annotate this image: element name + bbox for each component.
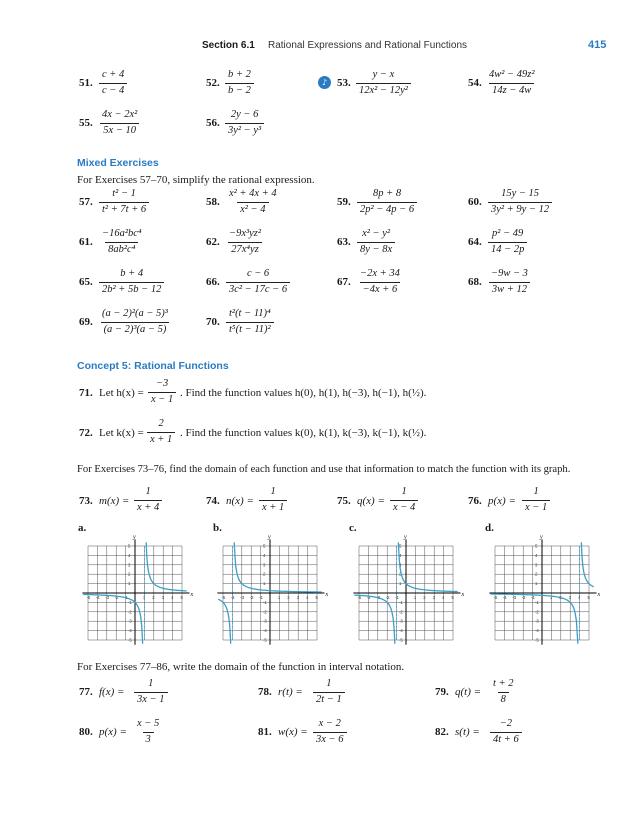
exercise-number: 56. xyxy=(206,117,220,129)
graph-b xyxy=(215,532,329,650)
fraction: $\frac{15y - 15}{\text{3y² + 9y − 12}}$ xyxy=(488,189,552,215)
fraction: $\frac{b + 2}{b - 2}$ xyxy=(225,70,254,96)
fraction: $\frac{-2}{4t + 6}$ xyxy=(490,719,522,745)
y-tick-label: 1 xyxy=(263,581,266,587)
y-tick-label: -1 xyxy=(128,599,132,605)
fraction: $\frac{1}{x + 4}$ xyxy=(134,487,162,513)
y-tick-label: -4 xyxy=(128,628,132,634)
exercise-number: 81. xyxy=(258,726,272,738)
function-lhs: q(x) = xyxy=(357,495,385,507)
x-tick-label: -2 xyxy=(385,595,390,600)
x-axis-label: x xyxy=(325,592,329,598)
y-tick-label: 5 xyxy=(128,543,131,549)
graph-d xyxy=(487,532,601,650)
function-lhs: w(x) = xyxy=(278,726,308,738)
exercise-number: 74. xyxy=(206,495,220,507)
mixed-intro: For Exercises 57–70, simplify the rational expression. xyxy=(77,174,315,186)
exercise-number: 55. xyxy=(79,117,93,129)
y-tick-label: 4 xyxy=(128,552,131,558)
y-tick-label: 2 xyxy=(263,571,266,577)
fraction: $\frac{1}{x + 1}$ xyxy=(259,487,287,513)
x-tick-label: 2 xyxy=(559,595,562,600)
graph-label: c. xyxy=(349,522,357,534)
fraction: $\frac{\text{−9x³yz²}}{\text{27x⁴yz}}$ xyxy=(229,228,262,255)
function-lhs: m(x) = xyxy=(99,495,130,507)
fraction: $\frac{\text{(a − 2)²(a − 5)³}}{\text{(a − 2)³(a − 5)}}$ xyxy=(102,308,168,335)
audio-icon[interactable]: ♪ xyxy=(318,76,331,89)
exercise-number: 71. xyxy=(79,387,93,399)
function-curve xyxy=(83,594,142,643)
exercise-number: 69. xyxy=(79,316,93,328)
function-curve xyxy=(234,542,322,592)
domain-intro: For Exercises 77–86, write the domain of the function in interval notation. xyxy=(77,661,405,673)
y-tick-label: -5 xyxy=(399,637,403,643)
y-tick-label: -1 xyxy=(263,599,267,605)
x-tick-label: -4 xyxy=(95,595,100,600)
graph-label: d. xyxy=(485,522,494,534)
y-tick-label: -5 xyxy=(263,637,267,643)
function-lhs: r(t) = xyxy=(278,686,303,698)
y-tick-label: -2 xyxy=(535,609,539,615)
fraction: $\frac{-3}{x - 1}$ xyxy=(148,379,176,405)
y-tick-label: 3 xyxy=(263,562,266,568)
y-tick-label: -3 xyxy=(128,618,132,624)
x-tick-label: -1 xyxy=(259,595,263,600)
function-lhs: f(x) = xyxy=(99,686,125,698)
fraction: $\frac{1}{x - 1}$ xyxy=(522,487,550,513)
x-tick-label: 5 xyxy=(587,595,590,600)
function-lhs: p(x) = xyxy=(488,495,516,507)
exercise-number: 64. xyxy=(468,236,482,248)
y-tick-label: -5 xyxy=(535,637,539,643)
x-tick-label: 3 xyxy=(568,595,572,600)
y-tick-label: 4 xyxy=(535,552,538,558)
exercise-number: 70. xyxy=(206,316,220,328)
x-tick-label: -5 xyxy=(221,595,226,600)
x-tick-label: 4 xyxy=(306,595,309,600)
x-tick-label: 4 xyxy=(578,595,581,600)
exercise-number: 62. xyxy=(206,236,220,248)
exercise-number: 65. xyxy=(79,276,93,288)
y-tick-label: -2 xyxy=(399,609,403,615)
y-tick-label: -5 xyxy=(128,637,132,643)
x-tick-label: 1 xyxy=(277,595,281,600)
exercise-number: 76. xyxy=(468,495,482,507)
x-tick-label: 4 xyxy=(171,595,174,600)
exercise-number: 60. xyxy=(468,196,482,208)
y-tick-label: -1 xyxy=(535,599,539,605)
graph-a xyxy=(80,532,194,650)
fraction: $\frac{c + 4}{c - 4}$ xyxy=(99,70,127,96)
fraction: $\frac{\text{4w² − 49z²}}{14z - 4w}$ xyxy=(489,69,535,96)
exercise-number: 77. xyxy=(79,686,93,698)
exercise-number: 75. xyxy=(337,495,351,507)
x-tick-label: 3 xyxy=(296,595,300,600)
fraction: $\frac{\text{4x − 2x²}}{5x - 10}$ xyxy=(102,109,138,136)
fraction: $\frac{2y - 6}{\text{3y² − y³}}$ xyxy=(225,110,264,136)
exercise-number: 68. xyxy=(468,276,482,288)
x-tick-label: -5 xyxy=(357,595,362,600)
fraction: $\frac{\text{−16a²bc⁴}}{\text{8ab²c⁴}}$ xyxy=(102,228,142,255)
ex71-lead: Let h(x) = xyxy=(99,387,144,399)
x-tick-label: 3 xyxy=(161,595,165,600)
y-axis-label: y xyxy=(268,534,271,541)
function-curve xyxy=(581,542,593,586)
fraction: $\frac{8p + 8}{\text{2p² − 4p − 6}}$ xyxy=(357,189,417,215)
y-tick-label: -4 xyxy=(263,628,267,634)
x-tick-label: -1 xyxy=(531,595,535,600)
ex71-text: . Find the function values h(0), h(1), h(−3), h(−1), h(½). xyxy=(180,387,427,399)
fraction: $\frac{1}{2t - 1}$ xyxy=(313,679,345,705)
fraction: $\frac{t + 2}{8}$ xyxy=(493,678,514,705)
x-tick-label: 1 xyxy=(549,595,553,600)
fraction: $\frac{c - 6}{\text{3c² − 17c − 6}}$ xyxy=(226,269,290,295)
exercise-number: 73. xyxy=(79,495,93,507)
ex72-text: . Find the function values k(0), k(1), k(−3), k(−1), k(½). xyxy=(180,427,427,439)
ex72-lead: Let k(x) = xyxy=(99,427,144,439)
x-axis-label: x xyxy=(597,592,601,598)
x-tick-label: -3 xyxy=(105,595,110,600)
x-tick-label: -2 xyxy=(249,595,254,600)
x-tick-label: -3 xyxy=(376,595,381,600)
mixed-exercises-heading: Mixed Exercises xyxy=(77,157,159,169)
exercise-number: 66. xyxy=(206,276,220,288)
y-tick-label: -3 xyxy=(399,618,403,624)
x-tick-label: -2 xyxy=(114,595,119,600)
y-tick-label: 5 xyxy=(263,543,266,549)
exercise-number: 51. xyxy=(79,77,93,89)
x-tick-label: -1 xyxy=(124,595,128,600)
exercise-number: 78. xyxy=(258,686,272,698)
y-tick-label: -1 xyxy=(399,599,403,605)
function-curve xyxy=(218,599,230,643)
function-lhs: p(x) = xyxy=(99,726,127,738)
y-axis-label: y xyxy=(540,534,543,541)
exercise-number: 57. xyxy=(79,196,93,208)
exercise-number: 79. xyxy=(435,686,449,698)
y-tick-label: -3 xyxy=(535,618,539,624)
x-tick-label: -1 xyxy=(395,595,399,600)
fraction: $\frac{x - 2}{3x - 6}$ xyxy=(313,719,347,745)
graph-label: a. xyxy=(78,522,87,534)
y-tick-label: -2 xyxy=(128,609,132,615)
x-tick-label: 2 xyxy=(423,595,426,600)
x-tick-label: 3 xyxy=(432,595,436,600)
x-tick-label: 5 xyxy=(315,595,318,600)
function-lhs: s(t) = xyxy=(455,726,480,738)
fraction: $\frac{1}{3x - 1}$ xyxy=(134,679,168,705)
y-tick-label: -4 xyxy=(399,628,403,634)
exercise-number: 54. xyxy=(468,77,482,89)
fraction: $\frac{-9w - 3}{3w + 12}$ xyxy=(488,269,531,295)
fraction: $\frac{\text{t²(t − 11)⁴}}{\text{t⁵(t − 11)²}}$ xyxy=(226,309,274,335)
y-tick-label: 5 xyxy=(535,543,538,549)
concept5-heading: Concept 5: Rational Functions xyxy=(77,360,229,372)
y-axis-label: y xyxy=(404,534,407,541)
exercise-number: 67. xyxy=(337,276,351,288)
y-tick-label: 1 xyxy=(399,581,402,587)
fraction: $\frac{\text{p² − 49}}{14 - 2p}$ xyxy=(488,229,527,255)
fraction: $\frac{b + 4}{\text{2b² + 5b − 12}}$ xyxy=(99,269,164,295)
exercise-number: 58. xyxy=(206,196,220,208)
function-lhs: n(x) = xyxy=(226,495,254,507)
y-tick-label: 2 xyxy=(128,571,131,577)
exercise-number: 53. xyxy=(337,77,351,89)
x-axis-label: x xyxy=(190,592,194,598)
x-tick-label: 1 xyxy=(413,595,417,600)
exercise-number: 72. xyxy=(79,427,93,439)
fraction: $\frac{\text{t² − 1}}{\text{t² + 7t + 6}}$ xyxy=(99,189,149,215)
graph-label: b. xyxy=(213,522,222,534)
x-tick-label: 5 xyxy=(180,595,183,600)
x-tick-label: 5 xyxy=(451,595,454,600)
x-tick-label: 1 xyxy=(142,595,146,600)
x-tick-label: -2 xyxy=(521,595,526,600)
y-tick-label: 1 xyxy=(535,581,538,587)
function-curve xyxy=(398,542,457,591)
exercise-number: 52. xyxy=(206,77,220,89)
function-lhs: q(t) = xyxy=(455,686,482,698)
exercise-number: 61. xyxy=(79,236,93,248)
x-tick-label: 4 xyxy=(442,595,445,600)
y-tick-label: -4 xyxy=(535,628,539,634)
y-tick-label: 4 xyxy=(263,552,266,558)
exercise-number: 82. xyxy=(435,726,449,738)
fraction: $\frac{1}{x - 4}$ xyxy=(390,487,418,513)
y-tick-label: 3 xyxy=(128,562,131,568)
x-tick-label: -4 xyxy=(366,595,371,600)
y-tick-label: 2 xyxy=(535,571,538,577)
page-number: 415 xyxy=(588,39,607,51)
y-tick-label: -3 xyxy=(263,618,267,624)
fraction: $\frac{x - 5}{3}$ xyxy=(137,718,160,745)
x-tick-label: -3 xyxy=(512,595,517,600)
x-tick-label: -4 xyxy=(230,595,235,600)
y-tick-label: 3 xyxy=(535,562,538,568)
y-tick-label: 2 xyxy=(399,571,402,577)
x-tick-label: -5 xyxy=(86,595,91,600)
fraction: $\frac{2}{x + 1}$ xyxy=(147,419,175,445)
fraction: $\frac{-2x + 34}{-4x + 6}$ xyxy=(360,268,400,295)
x-tick-label: -4 xyxy=(502,595,507,600)
fraction: $\frac{y - x}{\text{12x² − 12y²}}$ xyxy=(356,70,411,96)
chapter-title: Rational Expressions and Rational Functions xyxy=(268,40,467,51)
y-tick-label: 4 xyxy=(399,552,402,558)
x-tick-label: 2 xyxy=(287,595,290,600)
x-axis-label: x xyxy=(461,592,465,598)
fraction: $\frac{\text{x² + 4x + 4}}{\text{x² − 4}}$ xyxy=(229,188,277,215)
match-intro: For Exercises 73–76, find the domain of each function and use that information to match the function with its graph. xyxy=(77,464,571,475)
exercise-number: 63. xyxy=(337,236,351,248)
exercise-number: 80. xyxy=(79,726,93,738)
y-tick-label: 3 xyxy=(399,562,402,568)
fraction: $\frac{\text{x² − y²}}{8y - 8x}$ xyxy=(357,229,395,255)
y-tick-label: -2 xyxy=(263,609,267,615)
x-tick-label: -5 xyxy=(493,595,498,600)
x-tick-label: 2 xyxy=(152,595,155,600)
y-tick-label: 5 xyxy=(399,543,402,549)
graph-c xyxy=(351,532,465,650)
y-tick-label: 1 xyxy=(128,581,131,587)
section-label: Section 6.1 xyxy=(202,40,255,51)
x-tick-label: -3 xyxy=(240,595,245,600)
exercise-number: 59. xyxy=(337,196,351,208)
y-axis-label: y xyxy=(133,534,136,541)
